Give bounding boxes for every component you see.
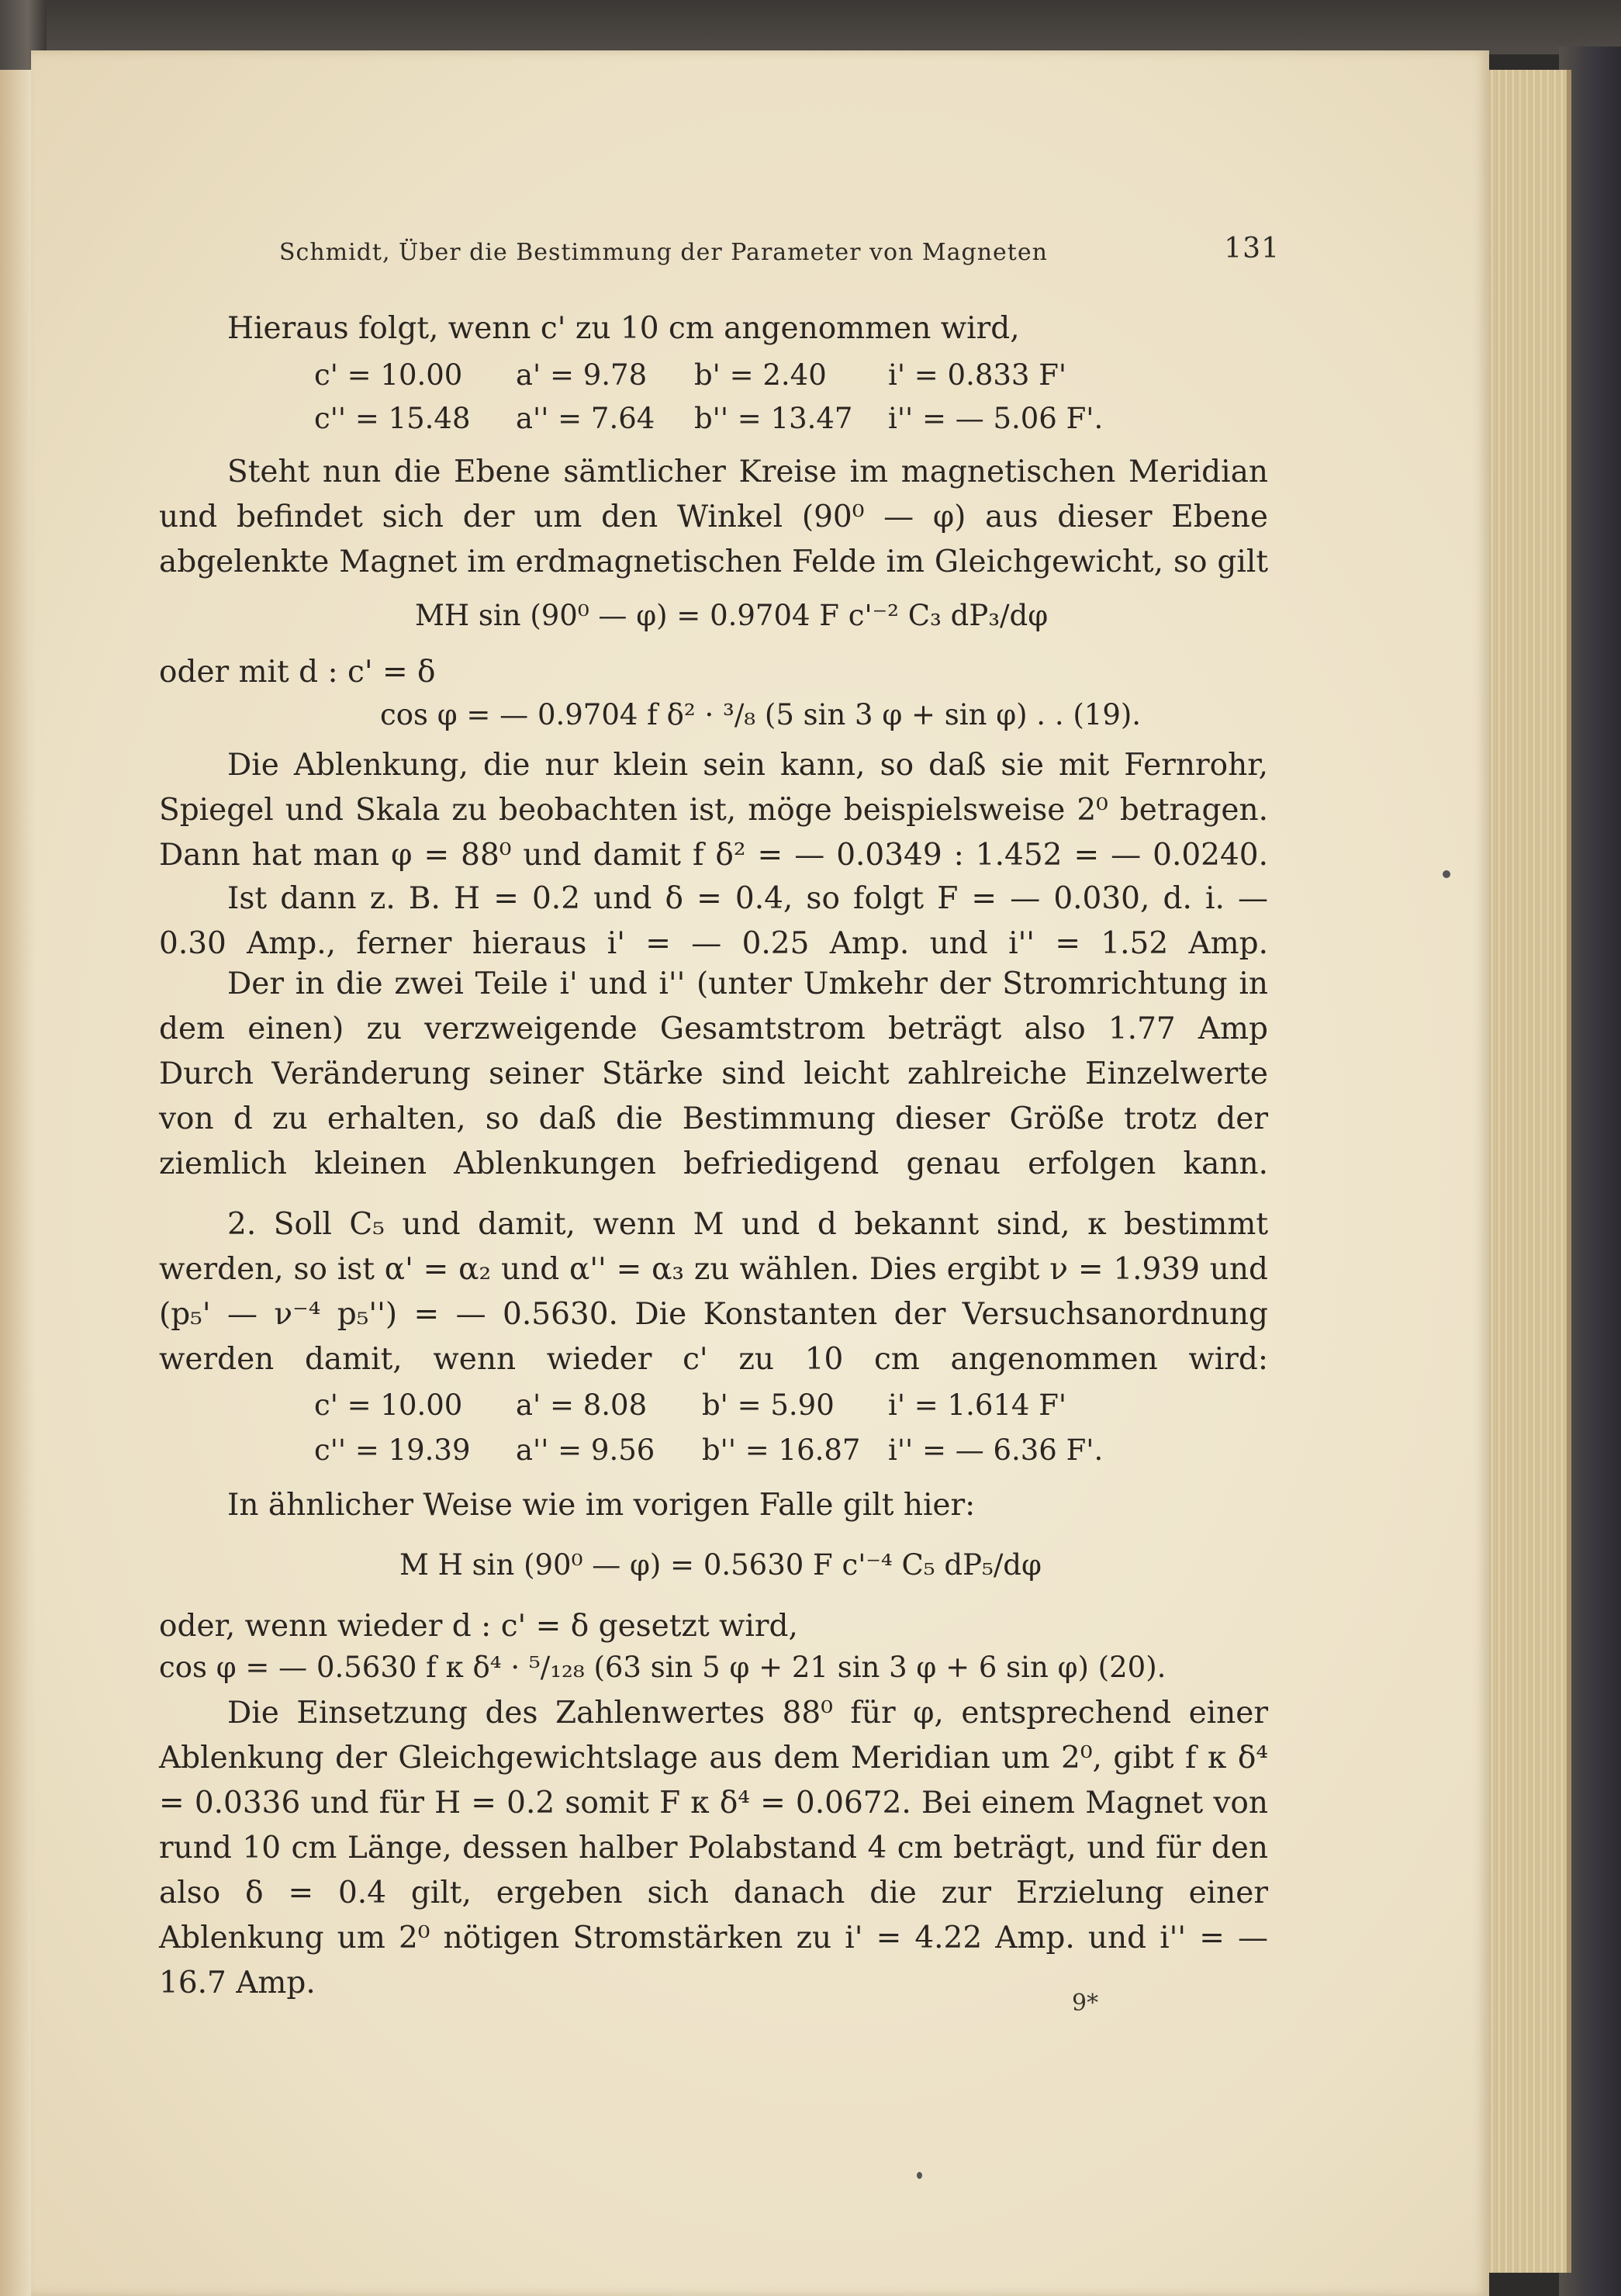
t1-b1: b' = 2.40 [694,358,827,392]
equation-1: MH sin (90⁰ — φ) = 0.9704 F c'⁻² C₃ dP₃/dφ [415,599,1049,632]
t2-a2: a'' = 9.56 [516,1433,655,1467]
running-head [279,233,1280,271]
t2-i1: i' = 1.614 F' [888,1388,1067,1422]
equation-19: cos φ = — 0.9704 f δ² · ³/₈ (5 sin 3 φ + sin φ) . . (19). [380,698,1142,731]
paragraph-1: Hieraus folgt, wenn c' zu 10 cm angenommen wird, [227,311,1020,346]
t2-b1: b' = 5.90 [702,1388,835,1422]
t2-c2: c'' = 19.39 [314,1433,471,1467]
paragraph-2: Steht nun die Ebene sämtlicher Kreise im magnetischen Meridian und befindet sich der um den Winkel (90⁰ — φ) aus dieser Ebene abgelenkte Magnet im erdmagnetischen Felde im Gleichgewicht, so gilt [159,455,1268,579]
paragraph-8: In ähnlicher Weise wie im vorigen Falle gilt hier: [227,1488,976,1523]
paragraph-6: Der in die zwei Teile i' und i'' (unter Umkehr der Stromrichtung in dem einen) zu verzweigende Gesamtstrom beträgt also 1.77 Amp Durch Veränderung seiner Stärke sind leicht zahlreiche Einzelwerte von d zu erhalten, so daß die Bestimmung dieser Größe trotz der ziemlich kleinen Ablenkungen befriedigend genau erfolgen kann. [159,966,1268,1181]
paragraph-3: oder mit d : c' = δ [159,655,436,690]
paragraph-9: oder, wenn wieder d : c' = δ gesetzt wird, [159,1609,798,1644]
page-number: 131 [1224,233,1280,265]
paper-speck [917,2172,922,2179]
paragraph-10: Die Einsetzung des Zahlenwertes 88⁰ für φ, entsprechend einer Ablenkung der Gleichgewichtslage aus dem Meridian um 2⁰, gibt f κ δ⁴ = 0.0336 und für H = 0.2 somit F κ δ⁴ = 0.0672. Bei einem Magnet von rund 10 cm Länge, dessen halber Polabstand 4 cm beträgt, und für den also δ = 0.4 gilt, ergeben sich danach die zur Erzielung einer Ablenkung um 2⁰ nötigen Stromstärken zu i' = 4.22 Amp. und i'' = — 16.7 Amp. [159,1696,1268,2000]
t2-a1: a' = 8.08 [516,1388,648,1422]
book-cover-top [0,0,1621,54]
left-page-edge [0,70,31,2296]
paragraph-4: Die Ablenkung, die nur klein sein kann, so daß sie mit Fernrohr, Spiegel und Skala zu beobachten ist, möge beispielsweise 2⁰ betragen. Dann hat man φ = 88⁰ und damit f δ² = — 0.0349 : 1.452 = — 0.0240. [159,748,1268,873]
t1-b2: b'' = 13.47 [694,402,853,435]
t2-b2: b'' = 16.87 [702,1433,861,1467]
paper-speck [1443,870,1450,878]
paragraph-5: Ist dann z. B. H = 0.2 und δ = 0.4, so folgt F = — 0.030, d. i. — 0.30 Amp., ferner hieraus i' = — 0.25 Amp. und i'' = 1.52 Amp. [159,881,1268,961]
equation-2: M H sin (90⁰ — φ) = 0.5630 F c'⁻⁴ C₅ dP₅/dφ [399,1548,1042,1582]
t2-c1: c' = 10.00 [314,1388,463,1422]
t1-c2: c'' = 15.48 [314,402,471,435]
t1-c1: c' = 10.00 [314,358,463,392]
t1-i1: i' = 0.833 F' [888,358,1067,392]
equation-20: cos φ = — 0.5630 f κ δ⁴ · ⁵/₁₂₈ (63 sin 5 φ + 21 sin 3 φ + 6 sin φ) (20). [159,1651,1166,1684]
t1-i2: i'' = — 5.06 F'. [888,402,1104,435]
t1-a1: a' = 9.78 [516,358,648,392]
running-head-title: Schmidt, Über die Bestimmung der Parameter von Magneten [279,239,1048,266]
t2-i2: i'' = — 6.36 F'. [888,1433,1104,1467]
signature-mark: 9* [1072,1990,1099,2017]
t1-a2: a'' = 7.64 [516,402,655,435]
paragraph-7: 2. Soll C₅ und damit, wenn M und d bekannt sind, κ bestimmt werden, so ist α' = α₂ und α'' = α₃ zu wählen. Dies ergibt ν = 1.939 und (p₅' — ν⁻⁴ p₅'') = — 0.5630. Die Konstanten der Versuchsanordnung werden damit, wenn wieder c' zu 10 cm angenommen wird: [159,1207,1268,1377]
